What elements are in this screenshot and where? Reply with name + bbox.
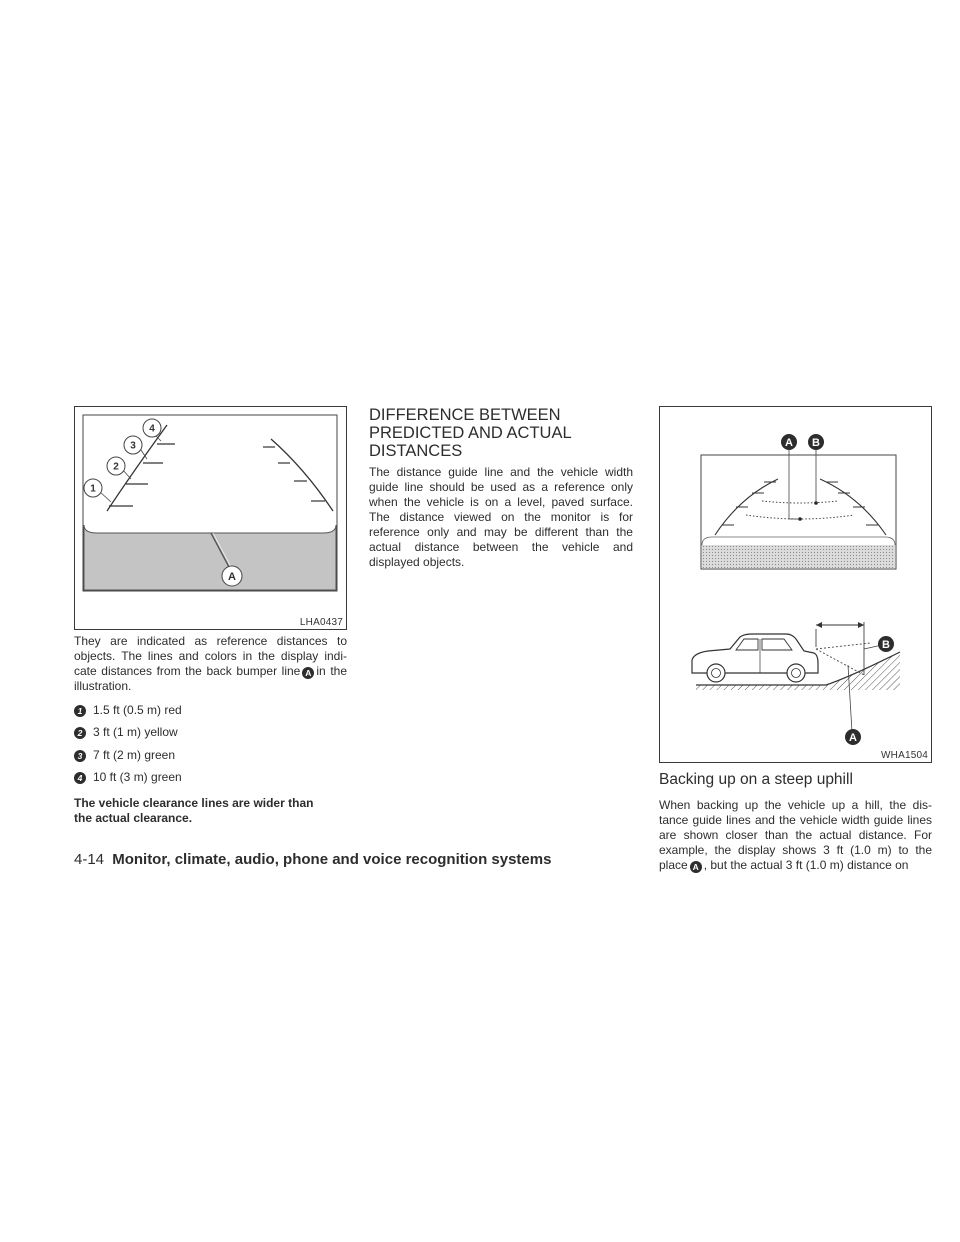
- clearance-warning: [74, 796, 347, 826]
- body-line: When backing up the vehicle up a hill, the dis-: [659, 798, 932, 812]
- svg-text:1: 1: [90, 483, 96, 495]
- body-line: , but the actual 3 ft (1.0 m) distance on: [703, 858, 909, 872]
- body-line: The distance guide line and the vehicle width: [369, 465, 633, 479]
- page-footer: [74, 851, 551, 869]
- callout-a-inline: A: [690, 861, 702, 873]
- body-line: For example, the display shows 3 ft (1.0 m) to the: [659, 828, 932, 857]
- number-badge: 2: [74, 727, 86, 739]
- warning-line: the actual clearance.: [74, 811, 193, 825]
- callout-a-inline: A: [302, 667, 314, 679]
- intro-paragraph: [74, 634, 347, 694]
- body-line: tance guide lines and the vehicle width guide: [659, 813, 904, 827]
- callout-4: [143, 419, 161, 437]
- svg-text:A: A: [785, 437, 793, 449]
- svg-text:2: 2: [113, 461, 119, 473]
- body-line: place: [659, 858, 688, 872]
- figure-code: WHA1504: [881, 750, 928, 761]
- callout-a: [222, 566, 242, 586]
- body-line: distance viewed on the monitor is for reference: [369, 510, 633, 539]
- warning-line: The vehicle clearance lines are wider than: [74, 796, 314, 810]
- body-line: only and may be different than the actual distance: [369, 525, 633, 554]
- callout-1: [84, 479, 102, 497]
- list-item-text: 7 ft (2 m) green: [93, 748, 176, 762]
- camera-view-illustration: [75, 407, 346, 629]
- intro-line: in: [316, 664, 326, 678]
- callout-a-top: [781, 434, 797, 450]
- uphill-illustration: [660, 407, 931, 762]
- uphill-paragraph: [659, 798, 932, 873]
- svg-text:B: B: [882, 639, 890, 651]
- body-line: lines are shown closer than the actual distance.: [659, 813, 932, 842]
- intro-line: They are indicated as reference distances to: [74, 634, 347, 648]
- page-number: 4-14: [74, 851, 105, 868]
- list-item: [74, 725, 178, 740]
- intro-line: objects. The lines and colors in the display indi-: [74, 649, 347, 663]
- list-item-text: 3 ft (1 m) yellow: [93, 725, 178, 739]
- number-badge: 3: [74, 750, 86, 762]
- list-item: [74, 703, 182, 718]
- section-heading: [369, 406, 629, 460]
- svg-text:B: B: [812, 437, 820, 449]
- body-line: between the vehicle and displayed objects.: [369, 540, 633, 569]
- body-line: when the vehicle is on a level, paved surface. The: [369, 495, 633, 524]
- list-item-text: 1.5 ft (0.5 m) red: [93, 703, 182, 717]
- body-line: guide line should be used as a reference only: [369, 480, 633, 494]
- svg-text:A: A: [228, 571, 236, 583]
- list-item-text: 10 ft (3 m) green: [93, 770, 182, 784]
- intro-line: the illustration.: [74, 664, 347, 693]
- number-badge: 4: [74, 772, 86, 784]
- heading-line: DISTANCES: [369, 442, 463, 460]
- figure-rear-camera-guide-lines: [74, 406, 347, 630]
- svg-text:3: 3: [130, 440, 136, 452]
- svg-text:4: 4: [149, 423, 155, 435]
- list-item: [74, 748, 175, 763]
- callout-b-bottom: [878, 636, 894, 652]
- subsection-heading: Backing up on a steep uphill: [659, 771, 853, 788]
- figure-steep-uphill: [659, 406, 932, 763]
- callout-2: [107, 457, 125, 475]
- callout-3: [124, 436, 142, 454]
- list-item: [74, 770, 182, 785]
- svg-text:A: A: [849, 732, 857, 744]
- distance-paragraph: [369, 465, 633, 570]
- heading-line: PREDICTED AND ACTUAL: [369, 424, 572, 442]
- callout-b-top: [808, 434, 824, 450]
- callout-a-bottom: [845, 729, 861, 745]
- intro-line: cate distances from the back bumper line: [74, 664, 301, 678]
- section-title: Monitor, climate, audio, phone and voice recognition systems: [112, 851, 552, 868]
- heading-line: DIFFERENCE BETWEEN: [369, 406, 561, 424]
- figure-code: LHA0437: [299, 617, 343, 628]
- number-badge: 1: [74, 705, 86, 717]
